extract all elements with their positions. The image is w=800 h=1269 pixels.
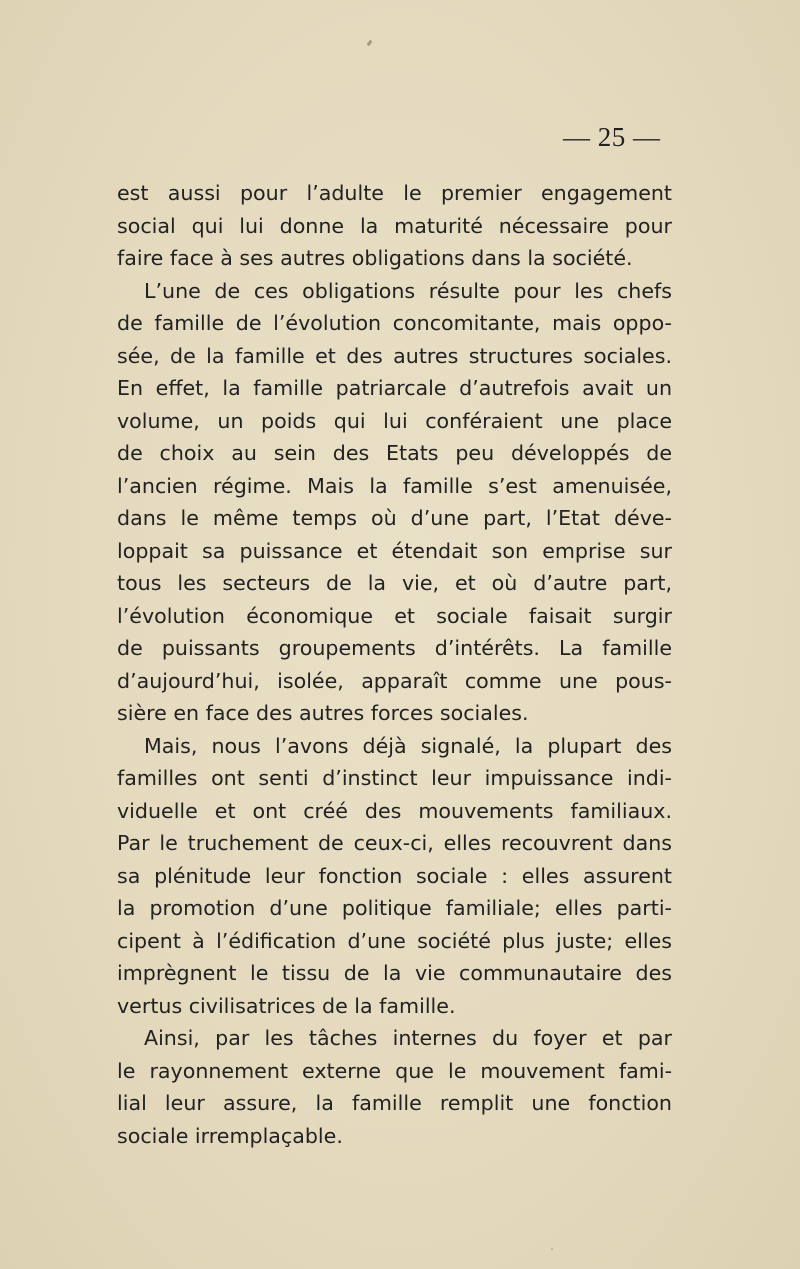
- text-line: tous les secteurs de la vie, et où d’autre part,: [117, 571, 672, 595]
- paragraph-end-line: sière en face des autres forces sociales.: [117, 701, 529, 725]
- text-line: imprègnent le tissu de la vie communautaire des: [117, 961, 672, 985]
- text-line: d’aujourd’hui, isolée, apparaît comme une pous-: [117, 668, 672, 693]
- text-line: sée, de la famille et des autres structures sociales.: [117, 343, 672, 368]
- text-line: est aussi pour l’adulte le premier engagement: [117, 181, 672, 205]
- paragraph-start-line: Mais, nous l’avons déjà signalé, la plupart des: [144, 733, 672, 758]
- text-line: de famille de l’évolution concomitante, mais oppo-: [117, 311, 672, 335]
- paper-speck: [551, 1248, 553, 1250]
- text-line: l’évolution économique et sociale faisait surgir: [117, 603, 672, 628]
- text-line: sa plénitude leur fonction sociale : elles assurent: [117, 863, 672, 888]
- paragraph-start-line: L’une de ces obligations résulte pour les chefs: [144, 278, 672, 303]
- paragraph-end-line: faire face à ses autres obligations dans la société.: [117, 246, 633, 270]
- text-line: social qui lui donne la maturité nécessaire pour: [117, 213, 672, 238]
- text-line: de puissants groupements d’intérêts. La famille: [117, 636, 672, 660]
- text-line: lial leur assure, la famille remplit une fonction: [117, 1091, 672, 1115]
- text-line: dans le même temps où d’une part, l’Etat déve-: [117, 506, 672, 530]
- text-line: familles ont senti d’instinct leur impuissance indi-: [117, 766, 672, 790]
- paragraph-end-line: sociale irremplaçable.: [117, 1123, 343, 1148]
- page-number: — 25 —: [563, 122, 661, 152]
- ink-speck: [367, 40, 373, 47]
- text-line: cipent à l’édification d’une société plus juste; elles: [117, 928, 672, 953]
- text-line: viduelle et ont créé des mouvements familiaux.: [117, 798, 672, 823]
- text-line: le rayonnement externe que le mouvement fami-: [117, 1058, 672, 1083]
- text-line: l’ancien régime. Mais la famille s’est amenuisée,: [117, 473, 672, 498]
- text-line: de choix au sein des Etats peu développés de: [117, 441, 672, 465]
- text-line: la promotion d’une politique familiale; elles parti-: [117, 896, 672, 920]
- body-text: [117, 177, 672, 1152]
- text-line: loppait sa puissance et étendait son emprise sur: [117, 538, 672, 563]
- paragraph-end-line: vertus civilisatrices de la famille.: [117, 993, 456, 1018]
- text-line: volume, un poids qui lui conféraient une place: [117, 408, 672, 433]
- paragraph-start-line: Ainsi, par les tâches internes du foyer et par: [144, 1026, 672, 1050]
- text-line: Par le truchement de ceux-ci, elles recouvrent dans: [117, 831, 672, 855]
- text-line: En effet, la famille patriarcale d’autrefois avait un: [117, 376, 672, 400]
